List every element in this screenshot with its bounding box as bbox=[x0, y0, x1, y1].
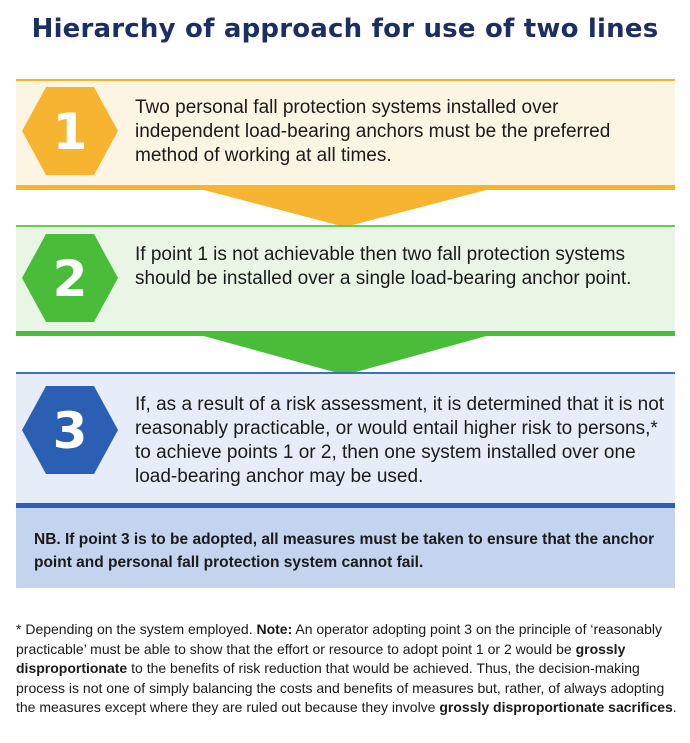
hexagon-1-badge bbox=[22, 85, 118, 177]
footnote-part-3: to the benefits of risk reduction that would be achieved. Thus, the decision-making process is not one of simply balancing the costs and benefits of measures but, rather, of always adopting the measures except where they are ruled out because they involve bbox=[16, 660, 665, 715]
nb-note: NB. If point 3 is to be adopted, all measures must be taken to ensure that the anchor point and personal fall protection system cannot fail. bbox=[16, 508, 675, 588]
hexagon-2-badge bbox=[22, 232, 118, 324]
footnote-part-4: . bbox=[672, 699, 677, 715]
step-3-number: 3 bbox=[52, 402, 88, 460]
arrow-down-1-icon bbox=[200, 189, 490, 229]
page-title: Hierarchy of approach for use of two lines bbox=[31, 14, 659, 44]
footnote-bold-1: grossly disproportionate bbox=[16, 640, 626, 676]
footnote-part-2: An operator adopting point 3 on the principle of ‘reasonably practicable’ must be able to show that the effort or resource to adopt point 1 or 2 would be bbox=[16, 621, 662, 657]
arrow-down-2-icon bbox=[200, 335, 490, 377]
hexagon-3-badge bbox=[22, 384, 118, 476]
step-3-text: If, as a result of a risk assessment, it is determined that it is not reasonably practicable, or would entail higher risk to persons,* to achieve points 1 or 2, then one system installed over one load-bearing anchor may be used. bbox=[135, 394, 665, 487]
footnote-note-label: Note: bbox=[256, 621, 293, 637]
footnote bbox=[16, 620, 680, 718]
step-1-number: 1 bbox=[52, 103, 88, 161]
step-2-number: 2 bbox=[52, 250, 88, 308]
footnote-part-1: * Depending on the system employed. bbox=[16, 621, 257, 637]
step-2-text: If point 1 is not achievable then two fall protection systems should be installed over a single load-bearing anchor point. bbox=[135, 244, 632, 289]
footnote-bold-2: grossly disproportionate sacrifices bbox=[439, 699, 673, 715]
step-1-text: Two personal fall protection systems installed over independent load-bearing anchors must be the preferred method of working at all times. bbox=[135, 97, 611, 166]
